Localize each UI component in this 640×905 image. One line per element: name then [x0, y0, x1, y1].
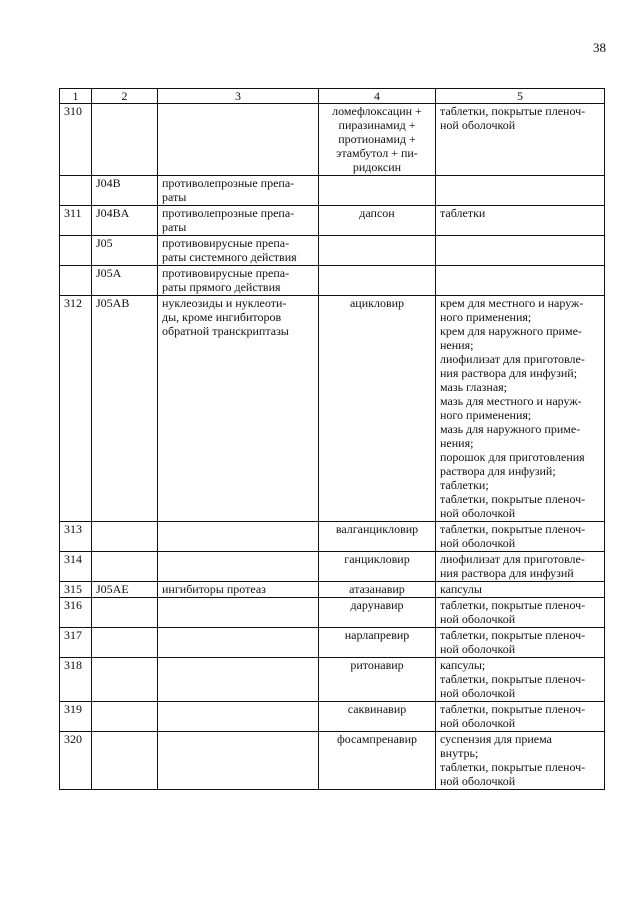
- cell-line: раты системного действия: [162, 250, 297, 264]
- dosage-form-cell: [436, 598, 605, 628]
- atc-code-cell: [92, 598, 158, 628]
- anatomical-group-cell: [158, 104, 319, 176]
- anatomical-group-cell: [158, 236, 319, 266]
- table-row: [60, 628, 605, 658]
- table-row: [60, 176, 605, 206]
- dosage-form-cell: [436, 658, 605, 702]
- table-row: [60, 104, 605, 176]
- atc-code-cell: [92, 628, 158, 658]
- anatomical-group-cell: [158, 176, 319, 206]
- table-row: [60, 552, 605, 582]
- anatomical-group-cell: [158, 582, 319, 598]
- dosage-form-cell: [436, 732, 605, 790]
- dosage-form-cell: [436, 522, 605, 552]
- table-row: [60, 522, 605, 552]
- atc-code-cell: J04B: [92, 176, 158, 206]
- cell-line: раты прямого действия: [162, 280, 281, 294]
- cell-line: ганцикловир: [344, 552, 410, 566]
- row-number-cell: 316: [60, 598, 92, 628]
- dosage-form-cell: [436, 176, 605, 206]
- cell-line: таблетки, покрытые пленоч-: [440, 760, 586, 774]
- cell-line: таблетки, покрытые пленоч-: [440, 628, 586, 642]
- cell-line: ломефлоксацин +: [332, 104, 422, 118]
- cell-line: ной оболочкой: [440, 716, 516, 730]
- cell-line: протионамид +: [338, 132, 416, 146]
- header-row: [60, 89, 605, 104]
- cell-line: лиофилизат для приготовле-: [440, 552, 585, 566]
- anatomical-group-cell: [158, 702, 319, 732]
- cell-line: нения;: [440, 338, 474, 352]
- cell-line: обратной транскриптазы: [162, 324, 289, 338]
- cell-line: таблетки, покрытые пленоч-: [440, 492, 586, 506]
- drug-name-cell: [319, 732, 436, 790]
- cell-line: раты: [162, 190, 187, 204]
- cell-line: таблетки, покрытые пленоч-: [440, 702, 586, 716]
- atc-code-cell: J05AB: [92, 296, 158, 522]
- row-number-cell: 318: [60, 658, 92, 702]
- cell-line: ингибиторы протеаз: [162, 582, 266, 596]
- cell-line: ной оболочкой: [440, 642, 516, 656]
- cell-line: порошок для приготовления: [440, 450, 585, 464]
- atc-code-cell: [92, 522, 158, 552]
- dosage-form-cell: [436, 104, 605, 176]
- cell-line: ной оболочкой: [440, 774, 516, 788]
- anatomical-group-cell: [158, 598, 319, 628]
- atc-code-cell: [92, 104, 158, 176]
- drug-name-cell: [319, 266, 436, 296]
- atc-code-cell: J04BA: [92, 206, 158, 236]
- drug-name-cell: [319, 522, 436, 552]
- drug-name-cell: [319, 702, 436, 732]
- atc-code-cell: [92, 732, 158, 790]
- row-number-cell: 311: [60, 206, 92, 236]
- cell-line: таблетки, покрытые пленоч-: [440, 672, 586, 686]
- row-number-cell: 313: [60, 522, 92, 552]
- cell-line: ного применения;: [440, 408, 532, 422]
- cell-line: мазь для местного и наруж-: [440, 394, 582, 408]
- row-number-cell: 312: [60, 296, 92, 522]
- drug-name-cell: [319, 628, 436, 658]
- atc-code-cell: [92, 552, 158, 582]
- anatomical-group-cell: [158, 552, 319, 582]
- dosage-form-cell: [436, 296, 605, 522]
- row-number-cell: 314: [60, 552, 92, 582]
- header-col-5: 5: [436, 89, 605, 104]
- drug-name-cell: [319, 658, 436, 702]
- cell-line: крем для местного и наруж-: [440, 296, 584, 310]
- cell-line: крем для наружного приме-: [440, 324, 582, 338]
- table-row: [60, 658, 605, 702]
- cell-line: таблетки, покрытые пленоч-: [440, 598, 586, 612]
- drug-name-cell: [319, 582, 436, 598]
- table-row: [60, 266, 605, 296]
- cell-line: этамбутол + пи-: [336, 146, 418, 160]
- row-number-cell: 317: [60, 628, 92, 658]
- dosage-form-cell: [436, 702, 605, 732]
- drug-name-cell: [319, 598, 436, 628]
- page-number: 38: [593, 40, 606, 55]
- cell-line: ной оболочкой: [440, 118, 516, 132]
- drug-name-cell: [319, 206, 436, 236]
- drug-name-cell: [319, 236, 436, 266]
- table-row: [60, 206, 605, 236]
- cell-line: таблетки, покрытые пленоч-: [440, 522, 586, 536]
- dosage-form-cell: [436, 628, 605, 658]
- drug-name-cell: [319, 176, 436, 206]
- cell-line: раствора для инфузий;: [440, 464, 556, 478]
- atc-code-cell: [92, 702, 158, 732]
- anatomical-group-cell: [158, 266, 319, 296]
- anatomical-group-cell: [158, 522, 319, 552]
- cell-line: раты: [162, 220, 187, 234]
- row-number-cell: 319: [60, 702, 92, 732]
- cell-line: дапсон: [359, 206, 395, 220]
- dosage-form-cell: [436, 266, 605, 296]
- table-row: [60, 296, 605, 522]
- cell-line: валганцикловир: [335, 522, 419, 536]
- header-col-2: 2: [92, 89, 158, 104]
- row-number-cell: 320: [60, 732, 92, 790]
- cell-line: ной оболочкой: [440, 612, 516, 626]
- cell-line: внутрь;: [440, 746, 479, 760]
- table-body: [60, 104, 605, 790]
- cell-line: противолепрозные препа-: [162, 176, 295, 190]
- cell-line: противолепрозные препа-: [162, 206, 295, 220]
- drug-name-cell: [319, 296, 436, 522]
- drug-name-cell: [319, 104, 436, 176]
- cell-line: таблетки;: [440, 478, 489, 492]
- cell-line: противовирусные препа-: [162, 266, 290, 280]
- anatomical-group-cell: [158, 206, 319, 236]
- dosage-form-cell: [436, 236, 605, 266]
- cell-line: мазь глазная;: [440, 380, 508, 394]
- table-row: [60, 236, 605, 266]
- table-row: [60, 732, 605, 790]
- anatomical-group-cell: [158, 296, 319, 522]
- cell-line: дарунавир: [350, 598, 404, 612]
- cell-line: ды, кроме ингибиторов: [162, 310, 282, 324]
- anatomical-group-cell: [158, 628, 319, 658]
- cell-line: пиразинамид +: [338, 118, 416, 132]
- drug-name-cell: [319, 552, 436, 582]
- cell-line: ного применения;: [440, 310, 532, 324]
- cell-line: ной оболочкой: [440, 686, 516, 700]
- row-number-cell: [60, 266, 92, 296]
- dosage-form-cell: [436, 206, 605, 236]
- anatomical-group-cell: [158, 658, 319, 702]
- atc-code-cell: J05A: [92, 266, 158, 296]
- header-col-1: 1: [60, 89, 92, 104]
- cell-line: таблетки: [440, 206, 486, 220]
- cell-line: ной оболочкой: [440, 506, 516, 520]
- cell-line: капсулы: [440, 582, 482, 596]
- row-number-cell: [60, 176, 92, 206]
- cell-line: мазь для наружного приме-: [440, 422, 581, 436]
- cell-line: ной оболочкой: [440, 536, 516, 550]
- cell-line: нения;: [440, 436, 474, 450]
- cell-line: саквинавир: [347, 702, 407, 716]
- row-number-cell: 310: [60, 104, 92, 176]
- cell-line: суспензия для приема: [440, 732, 552, 746]
- header-col-4: 4: [319, 89, 436, 104]
- atc-code-cell: J05AE: [92, 582, 158, 598]
- atc-code-cell: J05: [92, 236, 158, 266]
- cell-line: противовирусные препа-: [162, 236, 290, 250]
- table-row: [60, 582, 605, 598]
- cell-line: ридоксин: [352, 160, 402, 174]
- atc-code-cell: [92, 658, 158, 702]
- cell-line: капсулы;: [440, 658, 486, 672]
- cell-line: ния раствора для инфузий;: [440, 366, 578, 380]
- table-row: [60, 598, 605, 628]
- cell-line: нарлапревир: [344, 628, 410, 642]
- dosage-form-cell: [436, 582, 605, 598]
- cell-line: атазанавир: [349, 582, 405, 596]
- cell-line: ритонавир: [350, 658, 404, 672]
- table-row: [60, 702, 605, 732]
- header-col-3: 3: [158, 89, 319, 104]
- cell-line: фосампренавир: [336, 732, 418, 746]
- anatomical-group-cell: [158, 732, 319, 790]
- cell-line: ацикловир: [349, 296, 405, 310]
- row-number-cell: 315: [60, 582, 92, 598]
- cell-line: лиофилизат для приготовле-: [440, 352, 585, 366]
- cell-line: ния раствора для инфузий: [440, 566, 574, 580]
- cell-line: нуклеозиды и нуклеоти-: [162, 296, 287, 310]
- dosage-form-cell: [436, 552, 605, 582]
- drug-table: [59, 88, 605, 790]
- cell-line: таблетки, покрытые пленоч-: [440, 104, 586, 118]
- table-header: [60, 89, 605, 104]
- row-number-cell: [60, 236, 92, 266]
